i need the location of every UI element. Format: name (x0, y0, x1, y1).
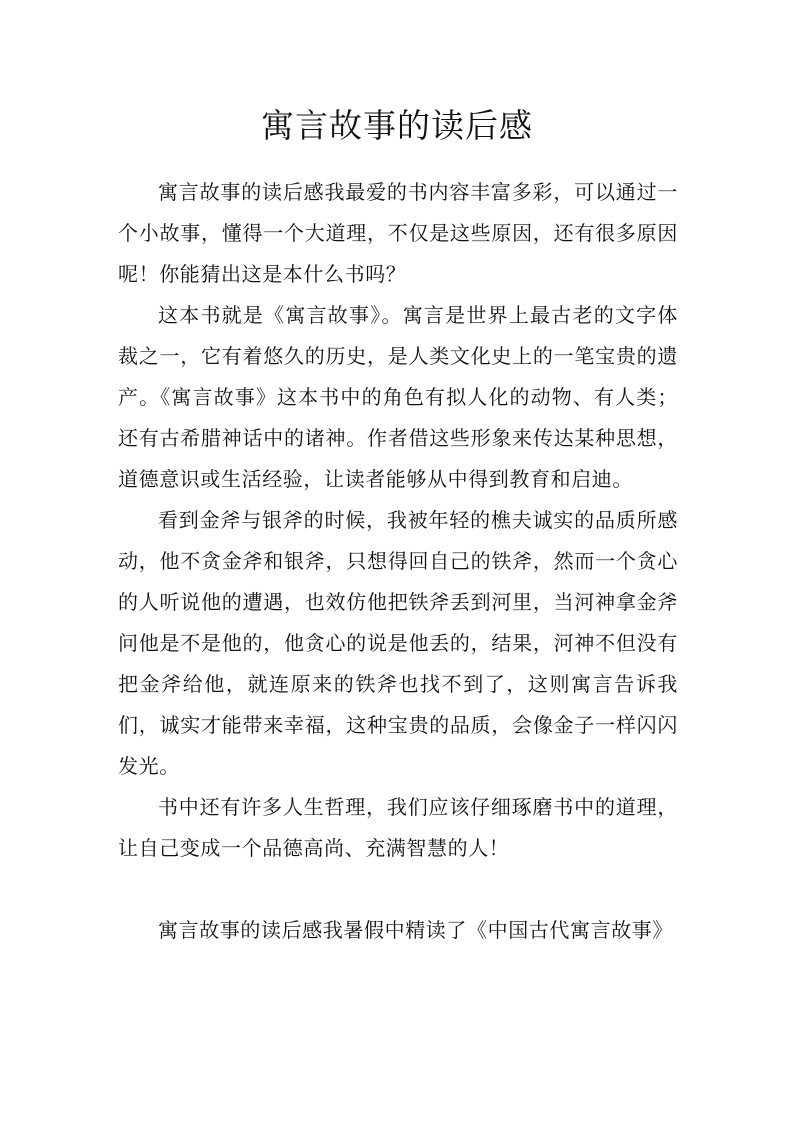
paragraph-4: 书中还有许多人生哲理，我们应该仔细琢磨书中的道理，让自己变成一个品德高尚、充满智慧的人！ (118, 795, 678, 860)
document-body (118, 172, 678, 951)
document-title: 寓言故事的读后感 (261, 106, 533, 145)
paragraph-spacer (118, 869, 678, 910)
paragraph-1: 寓言故事的读后感我最爱的书内容丰富多彩，可以通过一个小故事，懂得一个大道理，不仅是这些原因，还有很多原因呢！你能猜出这是本什么书吗？ (118, 180, 678, 286)
paragraph-2: 这本书就是《寓言故事》。寓言是世界上最古老的文字体裁之一，它有着悠久的历史，是人类文化史上的一笔宝贵的遗产。《寓言故事》这本书中的角色有拟人化的动物、有人类；还有古希腊神话中的诸神。作者借这些形象来传达某种思想，道德意识或生活经验，让读者能够从中得到教育和启迪。 (118, 303, 678, 491)
paragraph-5: 寓言故事的读后感我暑假中精读了《中国古代寓言故事》 (158, 918, 673, 942)
paragraph-3: 看到金斧与银斧的时候，我被年轻的樵夫诚实的品质所感动，他不贪金斧和银斧，只想得回自己的铁斧，然而一个贪心的人听说他的遭遇，也效仿他把铁斧丢到河里，当河神拿金斧问他是不是他的，他贪心的说是他丢的，结果，河神不但没有把金斧给他，就连原来的铁斧也找不到了，这则寓言告诉我们，诚实才能带来幸福，这种宝贵的品质，会像金子一样闪闪发光。 (118, 508, 678, 778)
